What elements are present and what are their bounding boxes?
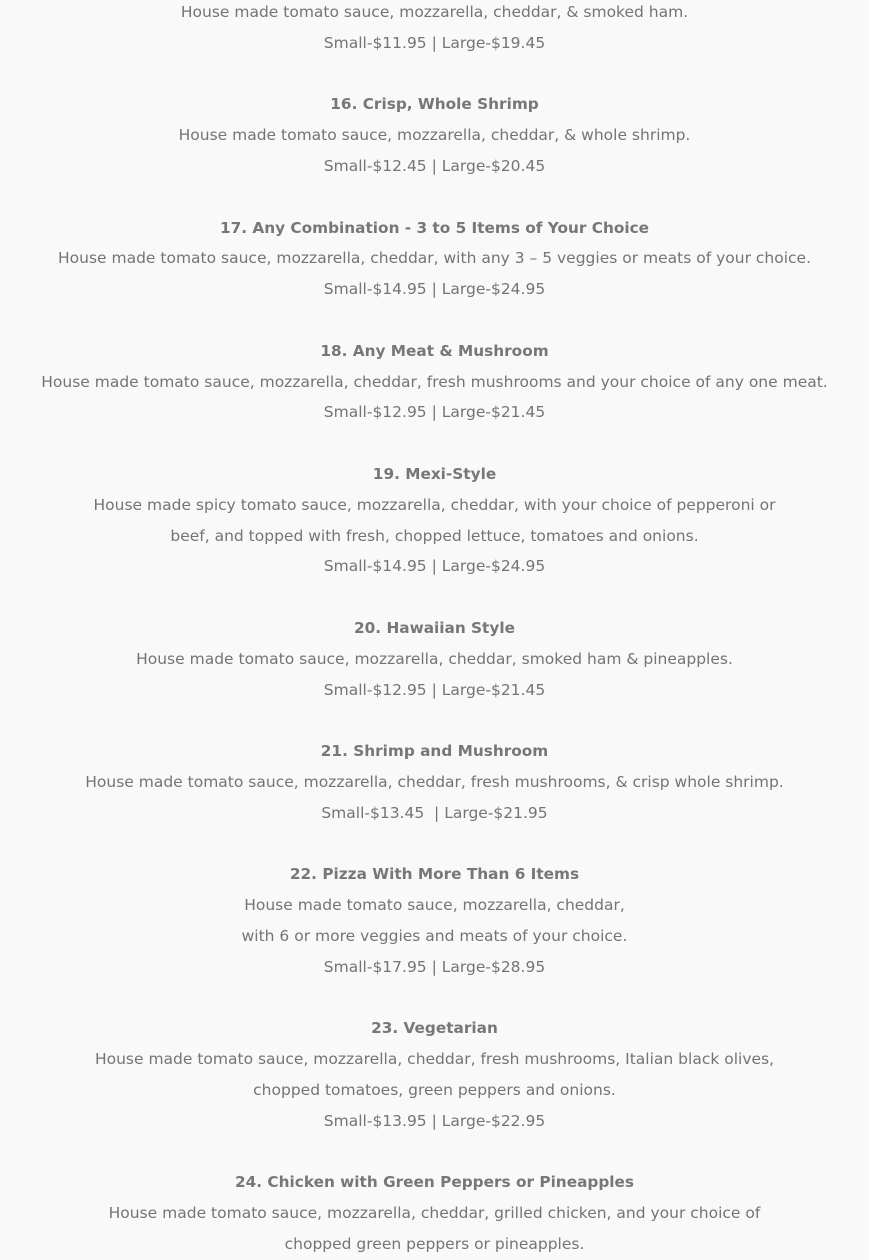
menu-item-crisp-whole-shrimp bbox=[0, 89, 869, 181]
item-spacer bbox=[0, 1136, 869, 1167]
item-spacer bbox=[0, 59, 869, 90]
menu-item-description: House made tomato sauce, mozzarella, cheddar, & smoked ham. bbox=[180, 3, 689, 21]
item-spacer bbox=[0, 705, 869, 736]
menu-item-description: House made tomato sauce, mozzarella, cheddar, grilled chicken, and your choice of bbox=[108, 1204, 761, 1223]
item-spacer bbox=[0, 305, 869, 336]
menu-item-price: Small-$12.45 | Large-$20.45 bbox=[323, 156, 546, 175]
menu-item-price: Small-$14.95 | Large-$24.95 bbox=[323, 557, 546, 576]
menu-item-title: 20. Hawaiian Style bbox=[354, 618, 515, 637]
menu-item-description: House made tomato sauce, mozzarella, cheddar, fresh mushrooms and your choice of any one meat. bbox=[41, 372, 828, 391]
item-spacer bbox=[0, 428, 869, 459]
menu-item-price: Small-$14.95 | Large-$24.95 bbox=[323, 280, 546, 299]
menu-item-price: Small-$12.95 | Large-$21.45 bbox=[323, 403, 546, 422]
menu-item-description: beef, and topped with fresh, chopped lettuce, tomatoes and onions. bbox=[170, 526, 699, 545]
menu-item-description: House made tomato sauce, mozzarella, cheddar, & whole shrimp. bbox=[178, 126, 691, 145]
item-spacer bbox=[0, 582, 869, 613]
menu-item-any-meat-mushroom bbox=[0, 336, 869, 428]
menu-item-title: 24. Chicken with Green Peppers or Pineapples bbox=[234, 1173, 635, 1192]
item-spacer bbox=[0, 182, 869, 213]
menu-item-price: Small-$17.95 | Large-$28.95 bbox=[323, 957, 546, 976]
menu-item-description: House made tomato sauce, mozzarella, cheddar, smoked ham & pineapples. bbox=[136, 649, 733, 668]
menu-item-vegetarian bbox=[0, 1013, 869, 1136]
menu-item-title: 22. Pizza With More Than 6 Items bbox=[289, 865, 580, 884]
menu-item-title: 21. Shrimp and Mushroom bbox=[320, 742, 549, 761]
menu-item-description: House made tomato sauce, mozzarella, cheddar, bbox=[244, 896, 625, 915]
menu-item-mexi-style bbox=[0, 459, 869, 582]
menu-item-chicken-green-peppers bbox=[0, 1167, 869, 1259]
menu-item-any-combination bbox=[0, 213, 869, 305]
menu-item-price: Small-$13.95 | Large-$22.95 bbox=[323, 1111, 546, 1130]
menu-item-description: House made tomato sauce, mozzarella, cheddar, fresh mushrooms, & crisp whole shrimp. bbox=[85, 772, 784, 791]
menu-item-description: House made tomato sauce, mozzarella, cheddar, with any 3 – 5 veggies or meats of your choice. bbox=[57, 249, 811, 268]
menu-item-description: chopped tomatoes, green peppers and onions. bbox=[253, 1080, 616, 1099]
menu-item-description: House made tomato sauce, mozzarella, cheddar, fresh mushrooms, Italian black olives, bbox=[94, 1050, 775, 1069]
menu-item-description: chopped green peppers or pineapples. bbox=[284, 1234, 585, 1253]
menu-item-shrimp-mushroom bbox=[0, 736, 869, 828]
menu-item-smoked-ham bbox=[0, 0, 869, 59]
menu-item-price: Small-$12.95 | Large-$21.45 bbox=[323, 680, 546, 699]
menu-item-title: 16. Crisp, Whole Shrimp bbox=[330, 95, 539, 114]
item-spacer bbox=[0, 983, 869, 1014]
menu-item-description: with 6 or more veggies and meats of your choice. bbox=[241, 926, 628, 945]
menu-item-title: 19. Mexi-Style bbox=[372, 464, 497, 483]
menu-item-price: Small-$11.95 | Large-$19.45 bbox=[323, 33, 546, 52]
menu-item-title: 18. Any Meat & Mushroom bbox=[320, 341, 549, 360]
menu-item-title: 17. Any Combination - 3 to 5 Items of Your Choice bbox=[219, 218, 650, 237]
menu-item-price: Small-$13.45 | Large-$21.95 bbox=[321, 803, 548, 822]
menu-item-more-than-6-items bbox=[0, 859, 869, 982]
menu-item-description: House made spicy tomato sauce, mozzarella, cheddar, with your choice of pepperoni or bbox=[93, 495, 776, 514]
menu-item-title: 23. Vegetarian bbox=[371, 1019, 498, 1038]
item-spacer bbox=[0, 829, 869, 860]
menu-item-hawaiian-style bbox=[0, 613, 869, 705]
